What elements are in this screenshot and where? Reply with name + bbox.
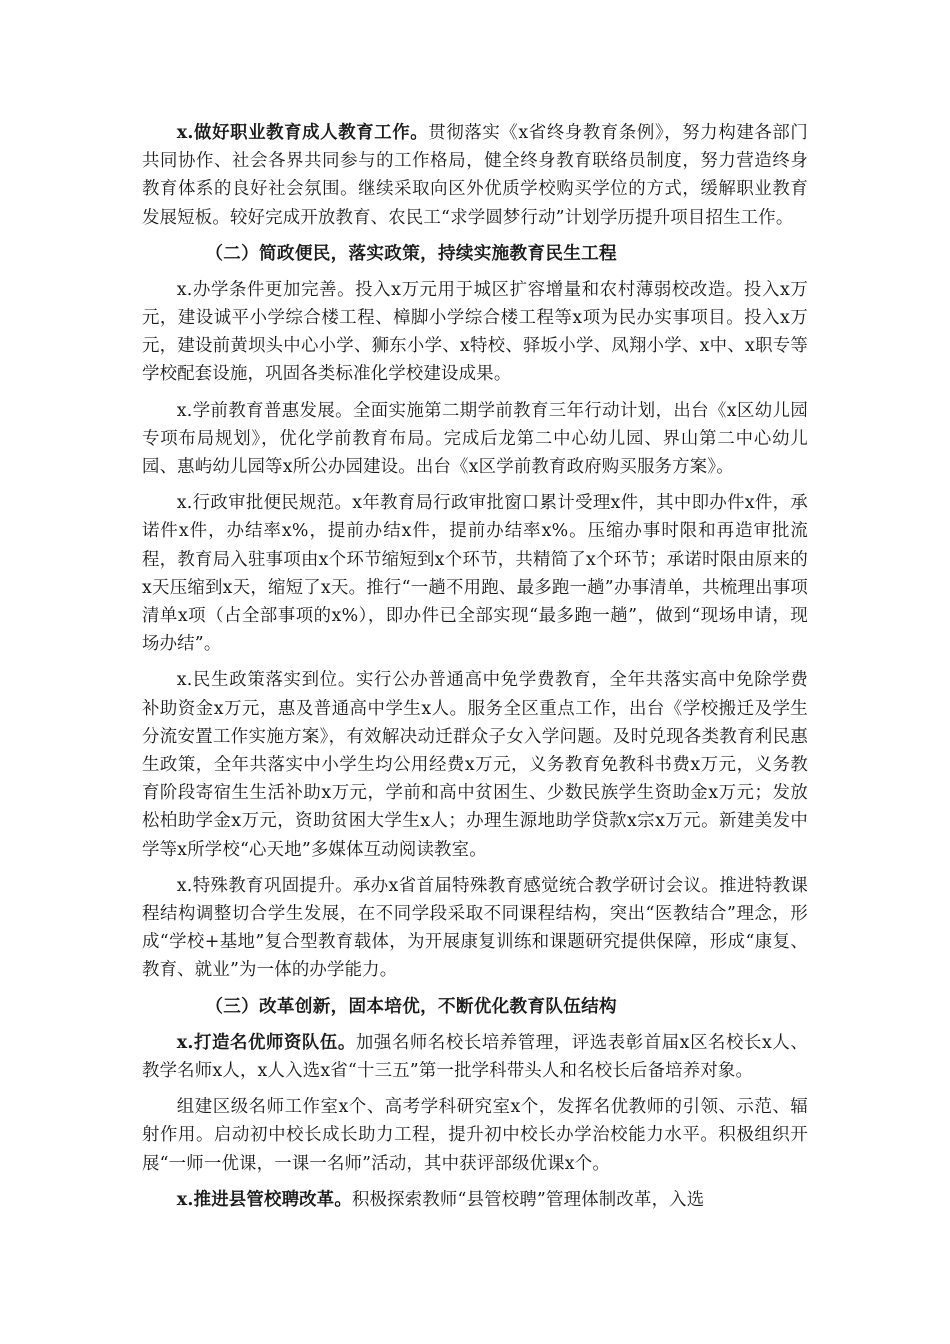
- paragraph-text: x.民生政策落实到位。实行公办普通高中免学费教育，全年共落实高中免除学费补助资金x万元，惠及普通高中学生x人。服务全区重点工作，出台《学校搬迁及学生分流安置工作实施方案》，有效解决动迁群众子女入学问题。及时兑现各类教育利民惠生政策，全年共落实中小学生均公用经费x万元，义务教育免教科书费x万元，义务教育阶段寄宿生生活补助x万元，学前和高中贫困生、少数民族学生资助金x万元；发放松柏助学金x万元，资助贫困大学生x人；办理生源地助学贷款x宗x万元。新建美发中学等x所学校“心天地”多媒体互动阅读教室。: [142, 670, 808, 860]
- paragraph-county-reform: [142, 1186, 808, 1214]
- paragraph-preschool: [142, 397, 808, 482]
- paragraph-text: 组建区级名师工作室x个、高考学科研究室x个，发挥名优教师的引领、示范、辐射作用。启动初中校长成长助力工程，提升初中校长办学治校能力水平。积极组织开展“一师一优课，一课一名师”活动，其中获评部级优课x个。: [142, 1097, 808, 1174]
- paragraph-teacher-team: [142, 1029, 808, 1085]
- paragraph-lead: x.打造名优师资队伍。: [176, 1032, 356, 1053]
- section-heading-3: （三）改革创新，固本培优，不断优化教育队伍结构: [205, 995, 617, 1017]
- section-heading-2: （二）简政便民，落实政策，持续实施教育民生工程: [205, 242, 617, 264]
- paragraph-lead: x.做好职业教育成人教育工作。: [176, 123, 429, 143]
- paragraph-text: x.学前教育普惠发展。全面实施第二期学前教育三年行动计划，出台《x区幼儿园专项布局规划》，优化学前教育布局。完成后龙第二中心幼儿园、界山第二中心幼儿园、惠屿幼儿园等x所公办园建设。出台《x区学前教育政府购买服务方案》。: [142, 400, 808, 478]
- paragraph-livelihood-policy: [142, 666, 808, 863]
- paragraph-text: x.办学条件更加完善。投入x万元用于城区扩容增量和农村薄弱校改造。投入x万元，建设诚平小学综合楼工程、樟脚小学综合楼工程等x项为民办实事项目。投入x万元，建设前黄坝头中心小学、狮东小学、x特校、驿坂小学、凤翔小学、x中、x职专等学校配套设施，巩固各类标准化学校建设成果。: [142, 279, 808, 385]
- paragraph-lead: x.推进县管校聘改革。: [176, 1189, 352, 1210]
- paragraph-text: x.行政审批便民规范。x年教育局行政审批窗口累计受理x件，其中即办件x件，承诺件x件，办结率x%，提前办结x件，提前办结率x%。压缩办事时限和再造审批流程，教育局入驻事项由x个环节缩短到x个环节，共精简了x个环节；承诺时限由原来的x天压缩到x天，缩短了x天。推行“一趟不用跑、最多跑一趟”办事清单，共梳理出事项清单x项（占全部事项的x%），即办件已全部实现“最多跑一趟”，做到“现场申请，现场办结”。: [142, 493, 808, 655]
- paragraph-text: 积极探索教师“县管校聘”管理体制改革，入选: [351, 1189, 705, 1210]
- paragraph-text: 贯彻落实《x省终身教育条例》，努力构建各部门共同协作、社会各界共同参与的工作格局，健全终身教育联络员制度，努力营造终身教育体系的良好社会氛围。继续采取向区外优质学校购买学位的方式，缓解职业教育发展短板。较好完成开放教育、农民工“求学圆梦行动”计划学历提升项目招生工作。: [142, 123, 808, 228]
- paragraph-text: x.特殊教育巩固提升。承办x省首届特殊教育感觉统合教学研讨会议。推进特教课程结构调整切合学生发展，在不同学段采取不同课程结构，突出“医教结合”理念，形成“学校+基地”复合型教育载体，为开展康复训练和课题研究提供保障，形成“康复、教育、就业”为一体的办学能力。: [142, 875, 808, 981]
- document-body: [142, 119, 808, 1222]
- paragraph-school-conditions: [142, 276, 808, 389]
- paragraph-admin-approval: [142, 489, 808, 658]
- paragraph-text: 加强名师名校长培养管理，评选表彰首届x区名校长x人、教学名师x人，x人入选x省“十三五”第一批学科带头人和名校长后备培养对象。: [142, 1032, 808, 1081]
- paragraph-vocational-education: [142, 119, 808, 232]
- paragraph-special-education: [142, 872, 808, 985]
- paragraph-master-studio: [142, 1093, 808, 1178]
